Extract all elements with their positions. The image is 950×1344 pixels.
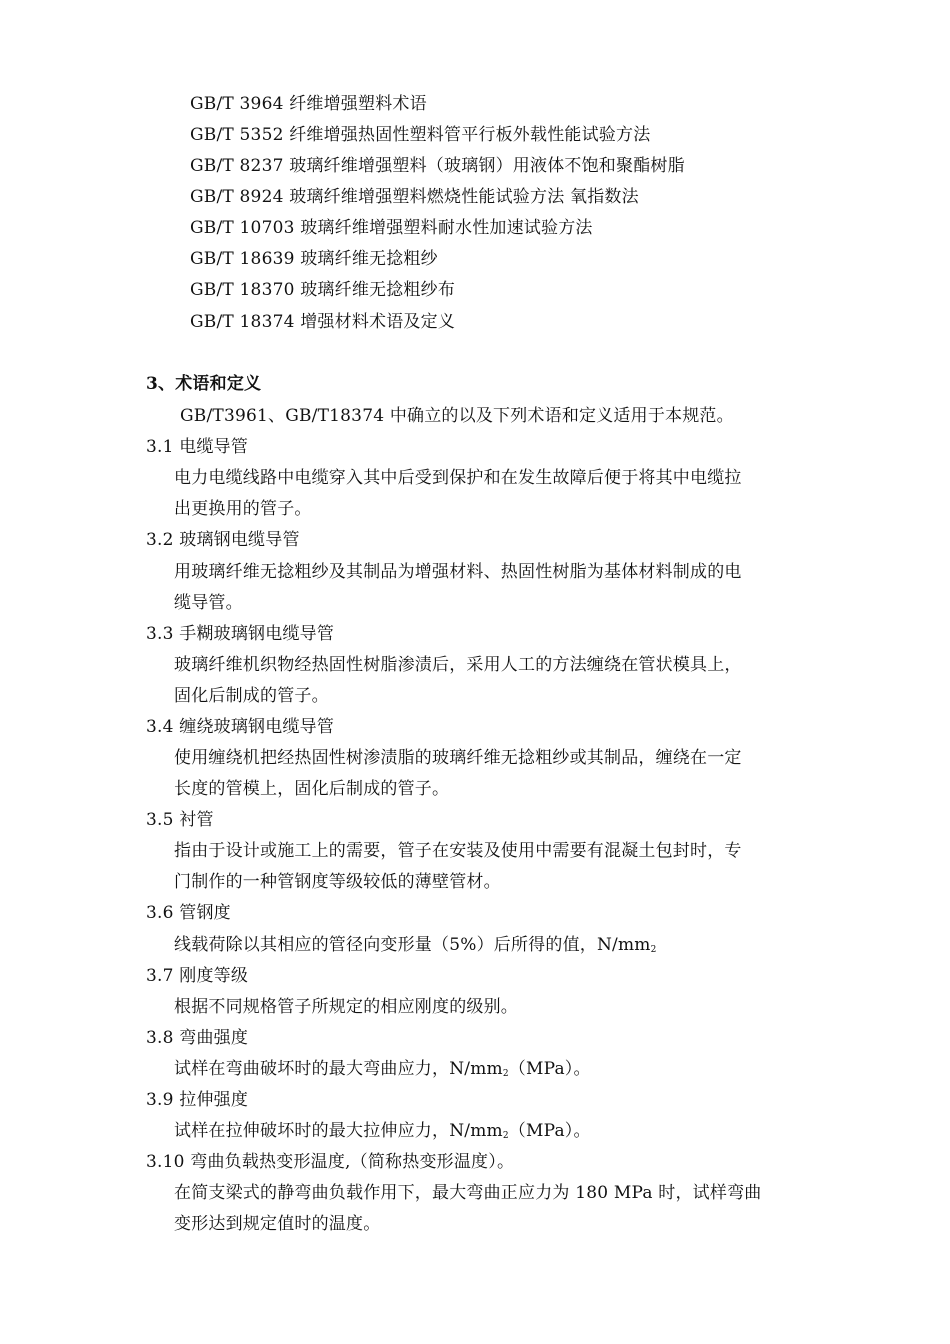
- reference-item: GB/T 8237 玻璃纤维增强塑料（玻璃钢）用液体不饱和聚酯树脂: [190, 156, 685, 176]
- term-title: 3.4 缠绕玻璃钢电缆导管: [146, 717, 335, 737]
- reference-item: GB/T 8924 玻璃纤维增强塑料燃烧性能试验方法 氧指数法: [190, 187, 639, 207]
- term-definition-line: [174, 1119, 591, 1146]
- section-intro: GB/T3961、GB/T18374 中确立的以及下列术语和定义适用于本规范。: [180, 406, 734, 426]
- term-definition-line: [174, 1057, 591, 1084]
- term-definition-line: 固化后制成的管子。: [174, 686, 329, 706]
- term-definition-line: 用玻璃纤维无捻粗纱及其制品为增强材料、热固性树脂为基体材料制成的电: [174, 562, 742, 582]
- term-definition-line: 根据不同规格管子所规定的相应刚度的级别。: [174, 997, 518, 1017]
- definition-text: （MPa）。: [508, 1059, 591, 1079]
- term-title: 3.2 玻璃钢电缆导管: [146, 530, 300, 550]
- unit-superscript: 2: [650, 945, 657, 955]
- term-definition-line: 指由于设计或施工上的需要，管子在安装及使用中需要有混凝土包封时，专: [174, 841, 742, 861]
- term-title: 3.5 衬管: [146, 810, 214, 830]
- term-title: 3.3 手糊玻璃钢电缆导管: [146, 624, 335, 644]
- term-title: 3.8 弯曲强度: [146, 1028, 249, 1048]
- reference-item: GB/T 18374 增强材料术语及定义: [190, 312, 456, 332]
- term-definition-line: 电力电缆线路中电缆穿入其中后受到保护和在发生故障后便于将其中电缆拉: [174, 468, 742, 488]
- term-title: 3.6 管钢度: [146, 903, 231, 923]
- term-definition-line: 门制作的一种管钢度等级较低的薄壁管材。: [174, 872, 501, 892]
- term-definition-line: 缆导管。: [174, 593, 243, 613]
- definition-text: （MPa）。: [508, 1121, 591, 1141]
- term-title: 3.10 弯曲负载热变形温度,（简称热变形温度）。: [146, 1152, 515, 1172]
- term-definition-line: 变形达到规定值时的温度。: [174, 1214, 381, 1234]
- definition-text: 试样在拉伸破坏时的最大拉伸应力，N/mm: [174, 1121, 503, 1141]
- reference-item: GB/T 18639 玻璃纤维无捻粗纱: [190, 249, 438, 269]
- term-definition-line: 出更换用的管子。: [174, 499, 312, 519]
- reference-item: GB/T 18370 玻璃纤维无捻粗纱布: [190, 280, 456, 300]
- reference-item: GB/T 5352 纤维增强热固性塑料管平行板外载性能试验方法: [190, 125, 651, 145]
- term-title: 3.1 电缆导管: [146, 437, 249, 457]
- term-title: 3.7 刚度等级: [146, 966, 249, 986]
- term-definition-line: 长度的管模上，固化后制成的管子。: [174, 779, 450, 799]
- definition-text: 试样在弯曲破坏时的最大弯曲应力，N/mm: [174, 1059, 503, 1079]
- reference-item: GB/T 3964 纤维增强塑料术语: [190, 94, 427, 114]
- reference-item: GB/T 10703 玻璃纤维增强塑料耐水性加速试验方法: [190, 218, 593, 238]
- term-definition-line: 使用缠绕机把经热固性树渗渍脂的玻璃纤维无捻粗纱或其制品，缠绕在一定: [174, 748, 742, 768]
- term-definition-line: 玻璃纤维机织物经热固性树脂渗渍后，采用人工的方法缠绕在管状模具上，: [174, 655, 742, 675]
- definition-text: 线载荷除以其相应的管径向变形量（5%）后所得的值，N/mm: [174, 935, 651, 955]
- section-heading: 3、术语和定义: [146, 374, 262, 394]
- unit-superscript: 2: [502, 1069, 509, 1079]
- term-title: 3.9 拉伸强度: [146, 1090, 249, 1110]
- term-definition-line: 在简支梁式的静弯曲负载作用下，最大弯曲正应力为 180 MPa 时，试样弯曲: [174, 1183, 762, 1203]
- unit-superscript: 2: [502, 1131, 509, 1141]
- term-definition-line: [174, 933, 657, 960]
